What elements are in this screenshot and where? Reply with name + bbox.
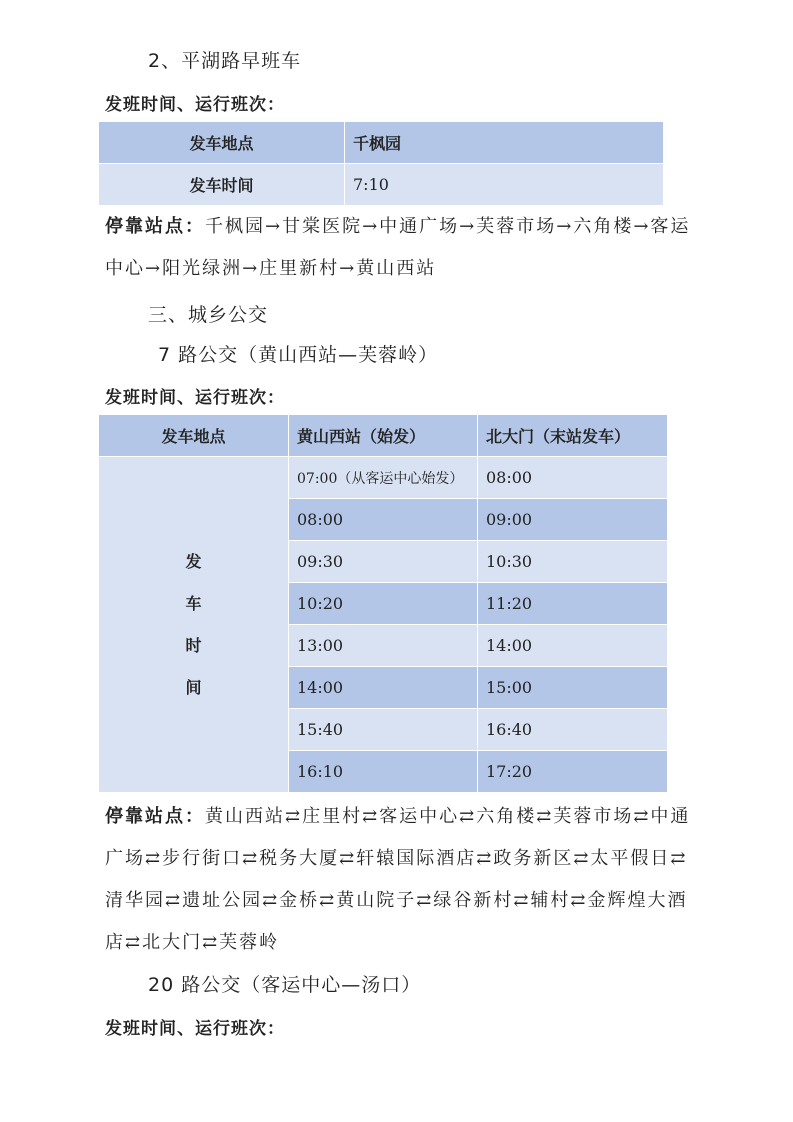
stops-label: 停靠站点： <box>105 216 205 237</box>
terminal-time-cell: 15:00 <box>478 667 668 709</box>
terminal-time-cell: 10:30 <box>478 541 668 583</box>
table-row <box>99 457 668 499</box>
route7-title: 7 路公交（黄山西站—芙蓉岭） <box>158 344 439 366</box>
origin-time-cell: 13:00 <box>289 625 478 667</box>
stops-text: 千枫园→甘棠医院→中通广场→芙蓉市场→六角楼→客运中心→阳光绿洲→庄里新村→黄山西站 <box>105 216 691 279</box>
table-row <box>99 164 664 206</box>
route7-stops <box>105 796 695 964</box>
terminal-time-cell: 08:00 <box>478 457 668 499</box>
location-label-cell: 发车地点 <box>99 122 345 164</box>
departure-time-side-label: 发 车 时 间 <box>99 457 289 793</box>
origin-time-cell: 14:00 <box>289 667 478 709</box>
time-value-cell: 7:10 <box>345 164 664 206</box>
table-row <box>99 122 664 164</box>
origin-time-cell: 09:30 <box>289 541 478 583</box>
terminal-time-cell: 09:00 <box>478 499 668 541</box>
origin-time-cell: 07:00（从客运中心始发） <box>289 457 478 499</box>
header-origin: 黄山西站（始发） <box>289 415 478 457</box>
section-title-pinghu: 2、平湖路早班车 <box>148 50 302 72</box>
pinghu-stops <box>105 206 695 290</box>
schedule-label: 发班时间、运行班次： <box>105 388 285 408</box>
route7-schedule-table <box>98 414 668 793</box>
terminal-time-cell: 11:20 <box>478 583 668 625</box>
terminal-time-cell: 14:00 <box>478 625 668 667</box>
terminal-time-cell: 16:40 <box>478 709 668 751</box>
origin-time-cell: 15:40 <box>289 709 478 751</box>
schedule-label: 发班时间、运行班次： <box>105 95 285 115</box>
header-terminal: 北大门（末站发车） <box>478 415 668 457</box>
pinghu-schedule-table <box>98 121 664 206</box>
time-label-cell: 发车时间 <box>99 164 345 206</box>
route20-title: 20 路公交（客运中心—汤口） <box>148 974 422 996</box>
terminal-time-cell: 17:20 <box>478 751 668 793</box>
location-value-cell: 千枫园 <box>345 122 664 164</box>
header-location: 发车地点 <box>99 415 289 457</box>
section-title-urban-rural: 三、城乡公交 <box>148 304 269 326</box>
origin-time-cell: 10:20 <box>289 583 478 625</box>
stops-label: 停靠站点： <box>105 806 205 827</box>
schedule-label: 发班时间、运行班次： <box>105 1019 285 1039</box>
stops-text: 黄山西站⇄庄里村⇄客运中心⇄六角楼⇄芙蓉市场⇄中通广场⇄步行街口⇄税务大厦⇄轩辕国际酒店⇄政务新区⇄太平假日⇄清华园⇄遗址公园⇄金桥⇄黄山院子⇄绿谷新村⇄辅村⇄金辉煌大酒店⇄北大门⇄芙蓉岭 <box>105 806 691 953</box>
table-header-row <box>99 415 668 457</box>
origin-time-cell: 08:00 <box>289 499 478 541</box>
origin-time-cell: 16:10 <box>289 751 478 793</box>
